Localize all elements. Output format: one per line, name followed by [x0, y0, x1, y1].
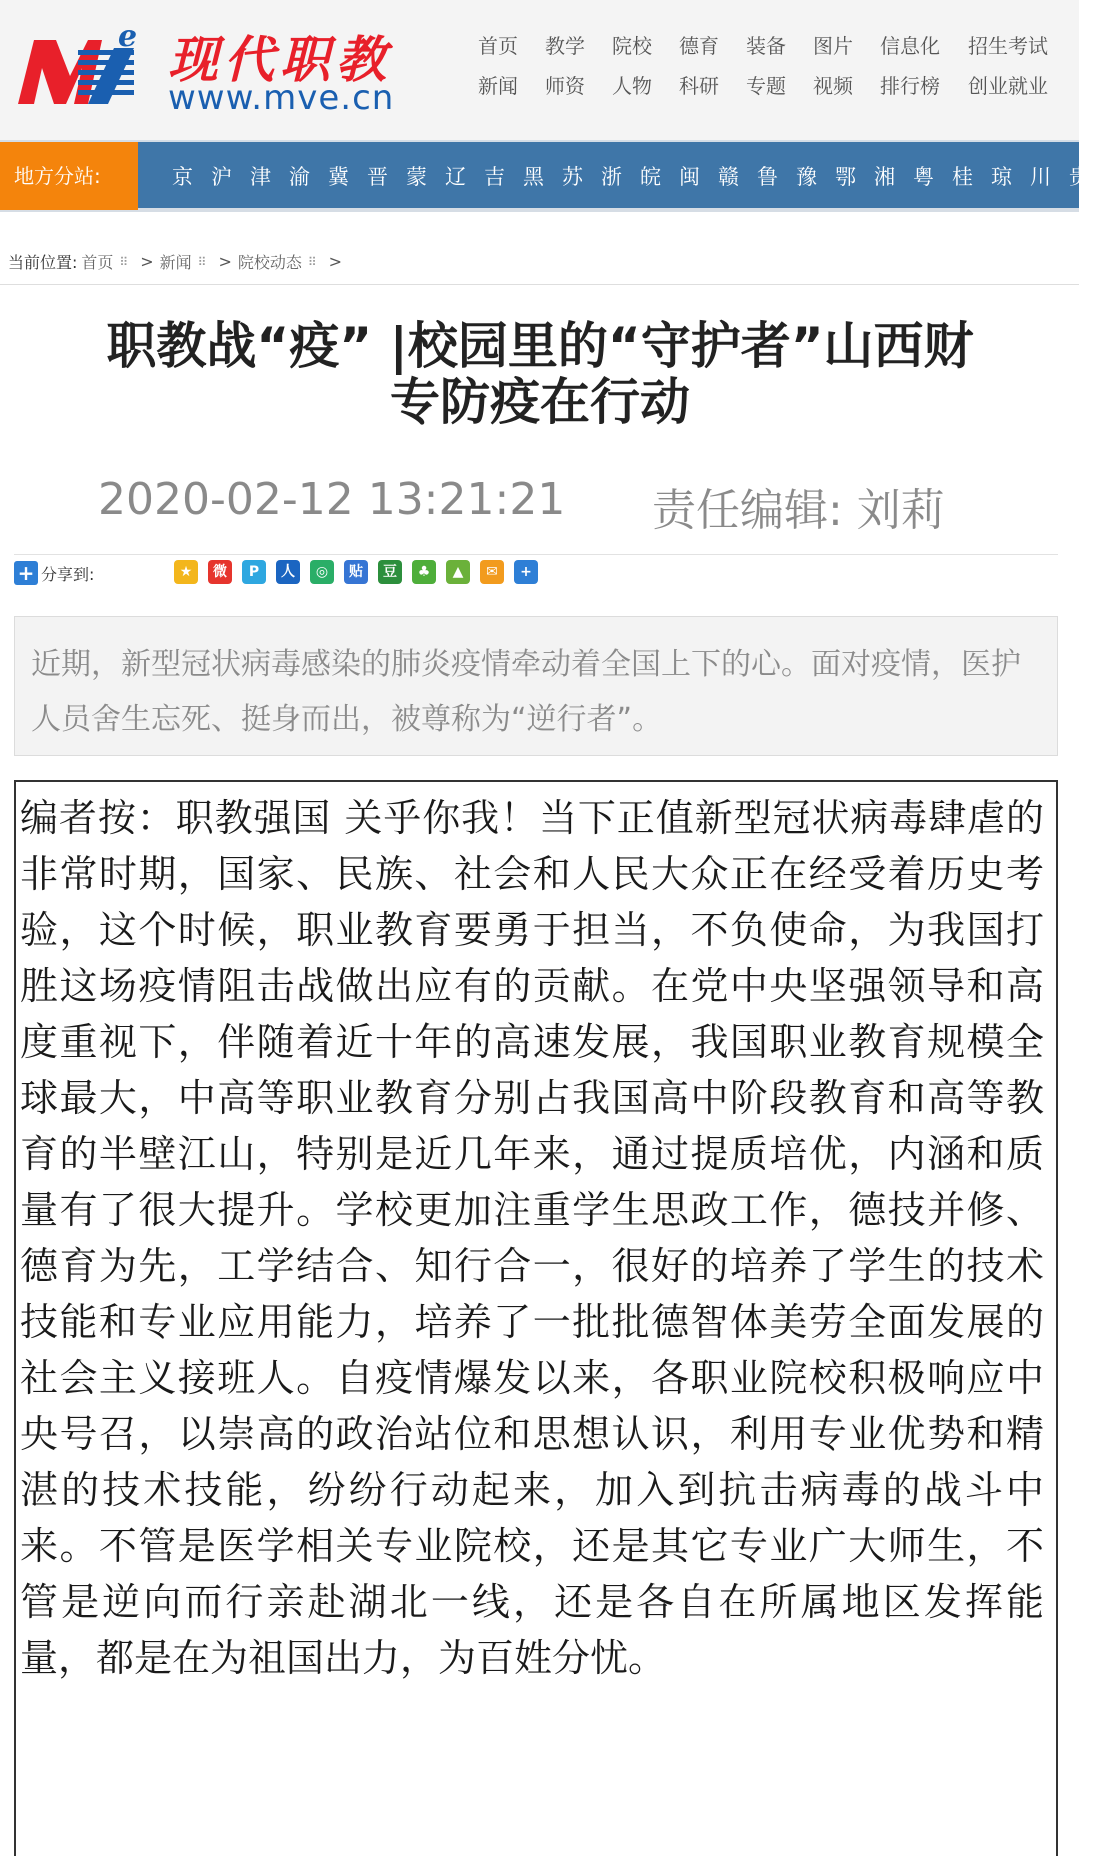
nav-row-1 — [478, 30, 1078, 70]
breadcrumb-arrow-icon: > — [328, 252, 343, 271]
publish-date: 2020-02-12 13:21:21 — [98, 474, 566, 525]
region-link[interactable]: 津 — [250, 165, 271, 189]
region-link[interactable]: 闽 — [679, 165, 700, 189]
region-link[interactable]: 辽 — [445, 165, 466, 189]
nav-item-news[interactable]: 新闻 — [478, 74, 518, 98]
tieba-icon[interactable]: 贴 — [344, 560, 368, 584]
site-logo[interactable] — [18, 14, 428, 118]
article-summary: 近期，新型冠状病毒感染的肺炎疫情牵动着全国上下的心。面对疫情，医护人员舍生忘死、挺身而出，被尊称为“逆行者”。 — [14, 616, 1058, 756]
main-nav — [478, 30, 1078, 110]
weibo-icon[interactable]: 微 — [208, 560, 232, 584]
breadcrumb-dots-icon: ⠿ — [307, 254, 317, 269]
breadcrumb-dots-icon: ⠿ — [119, 254, 129, 269]
region-link[interactable]: 湘 — [874, 165, 895, 189]
region-link[interactable]: 川 — [1030, 165, 1051, 189]
tencent-weibo-icon[interactable]: P — [242, 560, 266, 584]
nav-item-topics[interactable]: 专题 — [746, 74, 786, 98]
wechat-icon[interactable]: ◎ — [310, 560, 334, 584]
mail-icon[interactable]: ✉ — [480, 560, 504, 584]
region-list — [172, 142, 1090, 210]
youdao-icon[interactable]: ▲ — [446, 560, 470, 584]
qzone-icon[interactable]: ★ — [174, 560, 198, 584]
article-title-line-1: 职教战“疫” |校园里的“守护者”山西财 — [106, 317, 974, 375]
region-link[interactable]: 晋 — [367, 165, 388, 189]
nav-row-2 — [478, 70, 1078, 110]
region-link[interactable]: 吉 — [484, 165, 505, 189]
region-link[interactable]: 苏 — [562, 165, 583, 189]
region-link[interactable]: 琼 — [991, 165, 1012, 189]
nav-item-videos[interactable]: 视频 — [813, 74, 853, 98]
logo-url: www.mve.cn — [168, 78, 395, 118]
meta-divider — [14, 554, 1058, 555]
region-link[interactable]: 鲁 — [757, 165, 778, 189]
breadcrumb-news[interactable]: 新闻 — [159, 253, 192, 272]
region-bar — [0, 140, 1090, 212]
region-link[interactable]: 桂 — [952, 165, 973, 189]
region-link[interactable]: 冀 — [328, 165, 349, 189]
region-link[interactable]: 渝 — [289, 165, 310, 189]
breadcrumb-label: 当前位置: — [8, 253, 78, 272]
nav-item-pictures[interactable]: 图片 — [813, 34, 853, 58]
article-title — [20, 318, 1060, 430]
nav-item-admissions[interactable]: 招生考试 — [968, 34, 1048, 58]
nav-item-people[interactable]: 人物 — [612, 74, 652, 98]
more-icon[interactable]: + — [514, 560, 538, 584]
mve-logo-icon — [18, 20, 150, 110]
breadcrumb-divider — [0, 284, 1079, 285]
share-plus-icon[interactable]: + — [14, 561, 38, 585]
nav-item-moral-education[interactable]: 德育 — [679, 34, 719, 58]
nav-item-schools[interactable]: 院校 — [612, 34, 652, 58]
region-link[interactable]: 蒙 — [406, 165, 427, 189]
nav-item-home[interactable]: 首页 — [478, 34, 518, 58]
responsible-editor: 责任编辑: 刘莉 — [652, 485, 945, 536]
breadcrumb-school-news[interactable]: 院校动态 — [237, 253, 302, 272]
nav-item-equipment[interactable]: 装备 — [746, 34, 786, 58]
breadcrumb-dots-icon: ⠿ — [197, 254, 207, 269]
kaixin-icon[interactable]: ♣ — [412, 560, 436, 584]
breadcrumb — [8, 250, 348, 273]
breadcrumb-home[interactable]: 首页 — [81, 253, 114, 272]
svg-text:e: e — [118, 19, 138, 54]
nav-item-teaching[interactable]: 教学 — [545, 34, 585, 58]
region-link[interactable]: 皖 — [640, 165, 661, 189]
renren-icon[interactable]: 人 — [276, 560, 300, 584]
share-label: 分享到: — [41, 564, 95, 584]
breadcrumb-arrow-icon: > — [218, 252, 232, 271]
logo-title: 现代职教 — [168, 30, 392, 89]
breadcrumb-arrow-icon: > — [140, 252, 154, 271]
nav-item-rankings[interactable]: 排行榜 — [880, 74, 940, 98]
region-link[interactable]: 京 — [172, 165, 193, 189]
region-link[interactable]: 沪 — [211, 165, 232, 189]
region-link[interactable]: 豫 — [796, 165, 817, 189]
region-label: 地方分站: — [0, 142, 138, 210]
region-link[interactable]: 贵 — [1069, 165, 1090, 189]
region-link[interactable]: 鄂 — [835, 165, 856, 189]
share-bar — [14, 560, 94, 586]
nav-item-employment[interactable]: 创业就业 — [968, 74, 1048, 98]
article-title-line-2: 专防疫在行动 — [390, 373, 690, 431]
nav-item-faculty[interactable]: 师资 — [545, 74, 585, 98]
douban-icon[interactable]: 豆 — [378, 560, 402, 584]
editor-note: 编者按：职教强国 关乎你我！当下正值新型冠状病毒肆虐的非常时期，国家、民族、社会和人民大众正在经受着历史考验，这个时候，职业教育要勇于担当，不负使命，为我国打胜这场疫情阻击战做出应有的贡献。在党中央坚强领导和高度重视下，伴随着近十年的高速发展，我国职业教育规模全球最大，中高等职业教育分别占我国高中阶段教育和高等教育的半壁江山，特别是近几年来，通过提质培优，内涵和质量有了很大提升。学校更加注重学生思政工作，德技并修、德育为先，工学结合、知行合一，很好的培养了学生的技术技能和专业应用能力，培养了一批批德智体美劳全面发展的社会主义接班人。自疫情爆发以来，各职业院校积极响应中央号召，以崇高的政治站位和思想认识，利用专业优势和精湛的技术技能，纷纷行动起来，加入到抗击病毒的战斗中来。不管是医学相关专业院校，还是其它专业广大师生，不管是逆向而行亲赴湖北一线，还是各自在所属地区发挥能量，都是在为祖国出力，为百姓分忧。 — [14, 780, 1058, 1856]
region-link[interactable]: 黑 — [523, 165, 544, 189]
share-icons — [174, 560, 548, 584]
region-link[interactable]: 赣 — [718, 165, 739, 189]
nav-item-research[interactable]: 科研 — [679, 74, 719, 98]
region-link[interactable]: 粤 — [913, 165, 934, 189]
nav-item-informatization[interactable]: 信息化 — [880, 34, 940, 58]
site-header — [0, 0, 1079, 140]
region-link[interactable]: 浙 — [601, 165, 622, 189]
